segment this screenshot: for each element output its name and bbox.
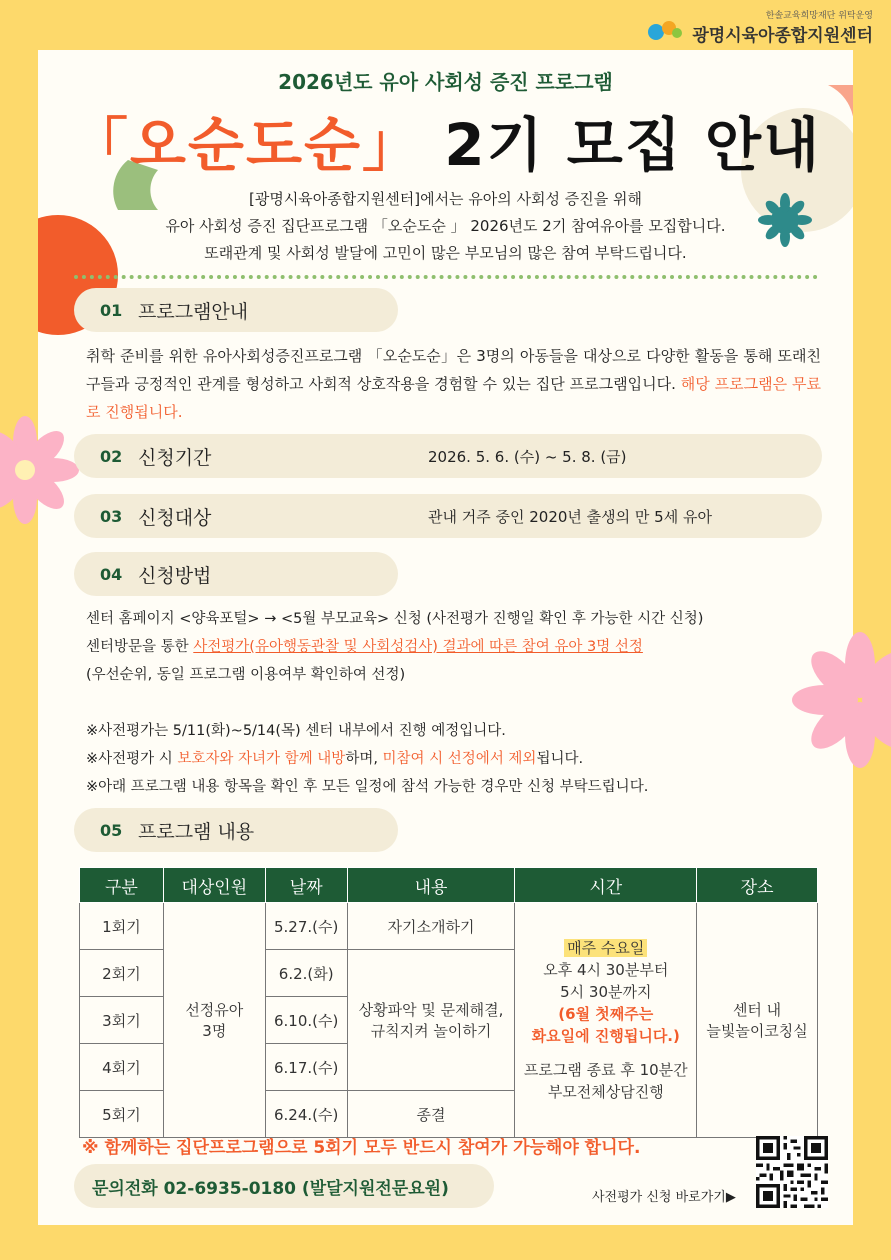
notice-line: ※아래 프로그램 내용 항목을 확인 후 모든 일정에 참석 가능한 경우만 신청 부탁드립니다. <box>86 779 649 795</box>
time-line: 5시 30분까지 <box>560 983 652 1001</box>
method-highlight: 사전평가(유아행동관찰 및 사회성검사) 결과에 따른 참여 유아 3명 선정 <box>193 639 643 655</box>
date-cell: 6.17.(수) <box>265 1044 347 1091</box>
section-heading-method <box>74 552 398 596</box>
flower-icon <box>0 415 80 525</box>
period-value: 2026. 5. 6. (수) ~ 5. 8. (금) <box>428 447 627 466</box>
time-note: 화요일에 진행됩니다.) <box>531 1027 680 1045</box>
attendance-warning: ※ 함께하는 집단프로그램으로 5회기 모두 반드시 참여가 가능해야 합니다. <box>82 1138 641 1158</box>
intro-line: [광명시육아종합지원센터]에서는 유아의 사회성 증진을 위해 <box>248 190 643 208</box>
org-name: 광명시육아종합지원센터 <box>692 26 873 46</box>
time-cell <box>515 903 697 1138</box>
session-cell: 1회기 <box>80 903 164 950</box>
session-cell: 5회기 <box>80 1091 164 1138</box>
date-cell: 5.27.(수) <box>265 903 347 950</box>
section-label: 신청방법 <box>138 564 212 587</box>
qr-link-label[interactable]: 사전평가 신청 바로가기▶ <box>592 1190 736 1205</box>
content-line: 규칙지켜 놀이하기 <box>370 1022 492 1040</box>
place-line: 늘빛놀이코칭실 <box>706 1022 808 1040</box>
table-header: 시간 <box>515 868 697 903</box>
program-description <box>86 342 821 426</box>
page-subtitle: 2026년도 유아 사회성 증진 프로그램 <box>278 70 613 94</box>
method-line: 센터 홈페이지 <양육포털> → <5월 부모교육> 신청 (사전평가 진행일 확인 후 가능한 시간 신청) <box>86 611 704 627</box>
dotted-divider <box>74 275 818 279</box>
table-header: 날짜 <box>265 868 347 903</box>
content-line: 상황파악 및 문제해결, <box>358 1001 504 1019</box>
section-number: 03 <box>100 506 123 526</box>
time-highlight: 매주 수요일 <box>564 939 647 957</box>
qr-code-icon[interactable] <box>756 1136 828 1208</box>
time-line: 오후 4시 30분부터 <box>543 961 669 979</box>
content-cell <box>347 950 515 1091</box>
date-cell: 6.2.(화) <box>265 950 347 997</box>
section-number: 01 <box>100 300 123 320</box>
date-cell: 6.10.(수) <box>265 997 347 1044</box>
session-cell: 4회기 <box>80 1044 164 1091</box>
session-cell: 2회기 <box>80 950 164 997</box>
table-header: 구분 <box>80 868 164 903</box>
section-label: 프로그램안내 <box>138 300 249 323</box>
method-line-prefix: 센터방문을 통한 <box>86 639 194 655</box>
place-cell <box>697 903 818 1138</box>
org-tagline: 한솔교육희망재단 위탁운영 <box>765 11 873 21</box>
section-label: 프로그램 내용 <box>138 820 255 843</box>
method-line <box>86 633 821 661</box>
table-row <box>80 903 818 950</box>
date-cell: 6.24.(수) <box>265 1091 347 1138</box>
table-header: 장소 <box>697 868 818 903</box>
target-line: 3명 <box>202 1022 227 1040</box>
section-heading-period <box>74 434 822 478</box>
section-label: 신청기간 <box>138 446 212 469</box>
method-line: (우선순위, 동일 프로그램 이용여부 확인하여 선정) <box>86 667 406 683</box>
notice-line <box>86 745 821 773</box>
intro-line: 또래관계 및 사회성 발달에 고민이 많은 부모님의 많은 참여 부탁드립니다. <box>204 244 687 262</box>
section-heading-target <box>74 494 822 538</box>
time-line: 프로그램 종료 후 10분간 <box>523 1061 688 1079</box>
session-cell: 3회기 <box>80 997 164 1044</box>
section-number: 04 <box>100 564 123 584</box>
page-title <box>0 98 891 182</box>
place-line: 센터 내 <box>732 1001 782 1019</box>
notice-line: ※사전평가는 5/11(화)~5/14(목) 센터 내부에서 진행 예정입니다. <box>86 723 506 739</box>
intro-line: 유아 사회성 증진 집단프로그램 「오순도순 」 2026년도 2기 참여유아를 모집합니다. <box>165 217 726 235</box>
section-heading-program-info <box>74 288 398 332</box>
notice-highlight: 보호자와 자녀가 함께 내방 <box>177 751 346 767</box>
method-text <box>86 605 821 801</box>
target-cell <box>163 903 265 1138</box>
contact-phone[interactable]: 문의전화 02-6935-0180 (발달지원전문요원) <box>74 1164 494 1208</box>
sc-logo-icon <box>647 18 683 44</box>
table-header: 내용 <box>347 868 515 903</box>
notice-part: 하며, <box>345 751 383 767</box>
time-line: 부모전체상담진행 <box>547 1083 664 1101</box>
schedule-table <box>79 867 818 1138</box>
time-note: (6월 첫째주는 <box>558 1005 654 1023</box>
section-label: 신청대상 <box>138 506 212 529</box>
section-number: 05 <box>100 820 123 840</box>
content-cell: 자기소개하기 <box>347 903 515 950</box>
program-description-text: 취학 준비를 위한 유아사회성증진프로그램 「오순도순」은 3명의 아동들을 대상으로 다양한 활동을 통해 또래친구들과 긍정적인 관계를 형성하고 사회적 상호작용을 경험할 수 있는 집단 프로그램입니다. <box>86 347 821 393</box>
notice-highlight: 미참여 시 선정에서 제외 <box>382 751 537 767</box>
section-number: 02 <box>100 446 123 466</box>
org-header <box>692 8 873 46</box>
table-header: 대상인원 <box>163 868 265 903</box>
title-rest: 2기 모집 안내 <box>444 111 822 179</box>
table-header-row <box>80 868 818 903</box>
notice-part: ※사전평가 시 <box>86 751 178 767</box>
intro-text <box>0 186 891 267</box>
free-notice: 해당 프로그램은 무료로 진행됩니다. <box>86 375 821 421</box>
target-value: 관내 거주 중인 2020년 출생의 만 5세 유아 <box>428 507 712 526</box>
content-cell: 종결 <box>347 1091 515 1138</box>
notice-part: 됩니다. <box>536 751 584 767</box>
title-accent: 「오순도순」 <box>69 111 423 179</box>
target-line: 선정유아 <box>185 1001 244 1019</box>
section-heading-program-content <box>74 808 398 852</box>
